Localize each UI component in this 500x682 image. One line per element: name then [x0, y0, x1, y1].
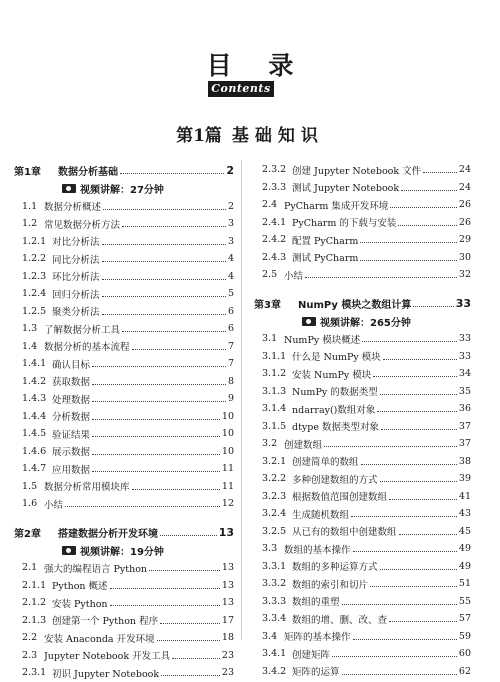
- dot-leader: [92, 400, 226, 402]
- entry-title: 搭建数据分析开发环境: [58, 528, 158, 540]
- page-title: 目 录: [206, 51, 308, 80]
- dot-leader: [324, 445, 457, 447]
- entry-title: Jupyter Notebook 开发工具: [44, 651, 171, 663]
- toc-subsection-entry[interactable]: [254, 365, 471, 383]
- entry-number: 3.1.2: [262, 368, 287, 380]
- dot-leader: [389, 620, 457, 622]
- entry-page-number: 59: [458, 630, 471, 642]
- entry-number: 3.2: [262, 438, 278, 450]
- dot-leader: [92, 470, 220, 472]
- entry-number: 3.1: [262, 333, 278, 345]
- toc-subsection-entry[interactable]: [14, 233, 234, 251]
- toc-subsection-entry[interactable]: [254, 249, 471, 267]
- entry-number: 1.4.1: [22, 358, 47, 370]
- entry-title: 数据分析的基本流程: [44, 342, 130, 354]
- dot-leader: [65, 505, 220, 507]
- entry-page-number: 37: [458, 420, 471, 432]
- entry-page-number: 12: [221, 498, 234, 510]
- entry-title: 生成随机数组: [292, 509, 350, 521]
- video-duration-line: [14, 542, 234, 560]
- entry-number: 1.4: [22, 340, 38, 352]
- dot-leader: [423, 171, 457, 173]
- video-duration-text: 视频讲解：27分钟: [80, 185, 164, 197]
- toc-subsection-entry[interactable]: [254, 348, 471, 366]
- entry-page-number: 49: [458, 543, 471, 555]
- entry-title: 安装 NumPy 模块: [292, 369, 372, 381]
- entry-title: 测试 Jupyter Notebook: [292, 183, 400, 195]
- entry-page-number: 2: [227, 200, 234, 212]
- entry-number: 2.3: [22, 649, 38, 661]
- entry-page-number: 10: [221, 445, 234, 457]
- entry-page-number: 33: [458, 333, 471, 345]
- entry-title: 测试 PyCharm: [292, 253, 359, 265]
- entry-page-number: 38: [458, 455, 471, 467]
- entry-title: 处理数据: [52, 394, 91, 406]
- dot-leader: [383, 358, 457, 360]
- entry-page-number: 7: [227, 340, 234, 352]
- entry-number: 3.3.3: [262, 595, 287, 607]
- entry-number: 2.1: [22, 562, 38, 574]
- dot-leader: [120, 172, 224, 174]
- entry-number: 1.4.2: [22, 375, 47, 387]
- toc-section-entry[interactable]: [254, 628, 471, 646]
- entry-number: 2.3.1: [22, 667, 47, 679]
- toc-section-entry[interactable]: [254, 435, 471, 453]
- entry-page-number: 41: [458, 490, 471, 502]
- entry-page-number: 23: [221, 649, 234, 661]
- entry-page-number: 13: [221, 597, 234, 609]
- toc-chapter-entry[interactable]: [14, 161, 234, 180]
- dot-leader: [360, 241, 457, 243]
- entry-page-number: 24: [458, 164, 471, 176]
- toc-subsection-entry[interactable]: [254, 523, 471, 541]
- entry-page-number: 4: [227, 270, 234, 282]
- toc-subsection-entry[interactable]: [14, 408, 234, 426]
- dot-leader: [342, 603, 457, 605]
- entry-page-number: 13: [218, 525, 234, 539]
- dot-leader: [92, 383, 226, 385]
- entry-number: 3.4.1: [262, 648, 287, 660]
- toc-subsection-entry[interactable]: [14, 390, 234, 408]
- entry-title: 创建第一个 Python 程序: [52, 616, 159, 628]
- part-title: 基础知识: [231, 126, 324, 146]
- dot-leader: [122, 330, 226, 332]
- video-camera-icon: [62, 184, 76, 193]
- toc-section-entry[interactable]: [254, 266, 471, 284]
- dot-leader: [160, 534, 217, 536]
- entry-page-number: 10: [221, 410, 234, 422]
- entry-page-number: 33: [458, 350, 471, 362]
- dot-leader: [149, 569, 220, 571]
- dot-leader: [380, 393, 457, 395]
- toc-subsection-entry[interactable]: [14, 373, 234, 391]
- dot-leader: [351, 515, 457, 517]
- entry-number: 1.4.5: [22, 428, 47, 440]
- dot-leader: [157, 639, 220, 641]
- entry-number: 3.2.2: [262, 473, 287, 485]
- entry-number: 3.4: [262, 630, 278, 642]
- entry-number: 1.3: [22, 323, 38, 335]
- entry-title: 根据数值范围创建数组: [292, 492, 388, 504]
- toc-subsection-entry[interactable]: [14, 664, 234, 682]
- entry-number: 第2章: [14, 528, 41, 540]
- toc-subsection-entry[interactable]: [254, 161, 471, 179]
- dot-leader: [110, 604, 220, 606]
- entry-title: 安装 Anaconda 开发环境: [44, 633, 155, 645]
- entry-page-number: 55: [458, 595, 471, 607]
- dot-leader: [399, 533, 457, 535]
- entry-number: 2.4: [262, 199, 278, 211]
- entry-title: dtype 数据类型对象: [292, 422, 379, 434]
- entry-title: 初识 Jupyter Notebook: [52, 668, 160, 680]
- entry-number: 3.1.3: [262, 385, 287, 397]
- entry-title: 回归分析法: [52, 289, 100, 301]
- toc-subsection-entry[interactable]: [14, 285, 234, 303]
- entry-title: 环比分析法: [52, 272, 100, 284]
- dot-leader: [353, 550, 457, 552]
- dot-leader: [102, 278, 226, 280]
- toc-section-entry[interactable]: [14, 215, 234, 233]
- entry-title: 创建矩阵: [292, 649, 331, 661]
- toc-subsection-entry[interactable]: [254, 231, 471, 249]
- entry-page-number: 4: [227, 253, 234, 265]
- entry-page-number: 6: [227, 323, 234, 335]
- section-gap: [254, 284, 471, 294]
- entry-title: NumPy 模块概述: [284, 334, 361, 346]
- entry-title: ndarray()数组对象: [292, 404, 376, 416]
- dot-leader: [102, 295, 226, 297]
- entry-title: 数组的多种运算方式: [292, 562, 378, 574]
- entry-title: 对比分析法: [52, 237, 100, 249]
- entry-title: 创建简单的数组: [292, 457, 359, 469]
- toc-section-entry[interactable]: [14, 198, 234, 216]
- entry-title: PyCharm 集成开发环境: [284, 200, 389, 212]
- dot-leader: [380, 480, 457, 482]
- entry-page-number: 26: [458, 199, 471, 211]
- entry-page-number: 51: [458, 578, 471, 590]
- dot-leader: [102, 243, 226, 245]
- dot-leader: [373, 375, 457, 377]
- toc-subsection-entry[interactable]: [254, 593, 471, 611]
- entry-number: 1.1: [22, 200, 38, 212]
- video-duration-line: [14, 180, 234, 198]
- entry-number: 1.2.3: [22, 270, 47, 282]
- entry-page-number: 36: [458, 403, 471, 415]
- entry-page-number: 45: [458, 525, 471, 537]
- toc-subsection-entry[interactable]: [14, 460, 234, 478]
- entry-number: 1.6: [22, 498, 38, 510]
- dot-leader: [103, 208, 226, 210]
- entry-title: 创建 Jupyter Notebook 文件: [292, 165, 422, 177]
- entry-page-number: 11: [221, 480, 234, 492]
- entry-number: 3.2.5: [262, 525, 287, 537]
- dot-leader: [92, 453, 220, 455]
- dot-leader: [332, 655, 457, 657]
- entry-title: 了解数据分析工具: [44, 324, 121, 336]
- entry-page-number: 11: [221, 463, 234, 475]
- entry-title: 数据分析基础: [58, 167, 118, 178]
- entry-page-number: 7: [227, 358, 234, 370]
- toc-subsection-entry[interactable]: [254, 383, 471, 401]
- entry-page-number: 29: [458, 234, 471, 246]
- entry-title: 矩阵的运算: [292, 667, 340, 679]
- entry-title: 配置 PyCharm: [292, 235, 359, 247]
- entry-number: 第3章: [254, 299, 281, 311]
- entry-number: 3.3.2: [262, 578, 287, 590]
- dot-leader: [401, 189, 457, 191]
- entry-page-number: 13: [221, 579, 234, 591]
- toc-section-entry[interactable]: [14, 478, 234, 496]
- entry-title: 数组的增、删、改、查: [292, 614, 388, 626]
- entry-title: 数组的索引和切片: [292, 579, 369, 591]
- entry-number: 2.5: [262, 269, 278, 281]
- toc-subsection-entry[interactable]: [14, 443, 234, 461]
- toc-subsection-entry[interactable]: [14, 612, 234, 630]
- dot-leader: [92, 365, 226, 367]
- entry-number: 2.3.3: [262, 181, 287, 193]
- toc-chapter-entry[interactable]: [254, 294, 471, 313]
- part-heading: [0, 121, 500, 146]
- entry-title: 同比分析法: [52, 254, 100, 266]
- entry-number: 3.3: [262, 543, 278, 555]
- video-duration-line: [254, 313, 471, 331]
- entry-title: 分析数据: [52, 412, 91, 424]
- entry-title: 安装 Python: [52, 598, 108, 610]
- entry-number: 3.1.4: [262, 403, 287, 415]
- entry-page-number: 60: [458, 648, 471, 660]
- dot-leader: [172, 657, 220, 659]
- dot-leader: [92, 418, 220, 420]
- toc-section-entry[interactable]: [14, 647, 234, 665]
- toc-subsection-entry[interactable]: [14, 303, 234, 321]
- toc-subsection-entry[interactable]: [254, 214, 471, 232]
- entry-title: 数组的基本操作: [284, 544, 351, 556]
- entry-number: 3.3.1: [262, 560, 287, 572]
- dot-leader: [132, 488, 220, 490]
- toc-subsection-entry[interactable]: [254, 488, 471, 506]
- entry-page-number: 30: [458, 251, 471, 263]
- entry-title: 展示数据: [52, 447, 91, 459]
- toc-left-column: [14, 161, 234, 682]
- entry-number: 1.4.7: [22, 463, 47, 475]
- entry-number: 3.3.4: [262, 613, 287, 625]
- toc-subsection-entry[interactable]: [14, 268, 234, 286]
- video-camera-icon: [302, 317, 316, 326]
- toc-subsection-entry[interactable]: [14, 425, 234, 443]
- dot-leader: [362, 340, 457, 342]
- entry-number: 1.2.4: [22, 288, 47, 300]
- entry-number: 2.1.3: [22, 614, 47, 626]
- contents-badge: Contents: [208, 81, 274, 97]
- entry-page-number: 2: [226, 164, 234, 177]
- toc-subsection-entry[interactable]: [254, 470, 471, 488]
- toc-chapter-entry[interactable]: [14, 523, 234, 542]
- toc-subsection-entry[interactable]: [254, 418, 471, 436]
- entry-number: 第1章: [14, 167, 41, 178]
- entry-title: NumPy 的数据类型: [292, 387, 378, 399]
- toc-subsection-entry[interactable]: [14, 250, 234, 268]
- toc-section-entry[interactable]: [254, 540, 471, 558]
- entry-title: 确认目标: [52, 359, 91, 371]
- dot-leader: [102, 313, 226, 315]
- entry-title: 什么是 NumPy 模块: [292, 352, 381, 364]
- entry-page-number: 8: [227, 375, 234, 387]
- entry-number: 3.2.4: [262, 508, 287, 520]
- dot-leader: [413, 305, 453, 307]
- entry-title: 多种创建数组的方式: [292, 474, 378, 486]
- entry-number: 1.2.5: [22, 305, 47, 317]
- entry-title: PyCharm 的下载与安装: [292, 218, 397, 230]
- entry-page-number: 49: [458, 560, 471, 572]
- entry-title: Python 概述: [52, 581, 108, 593]
- entry-number: 3.1.1: [262, 350, 287, 362]
- toc-subsection-entry[interactable]: [14, 577, 234, 595]
- toc-subsection-entry[interactable]: [14, 594, 234, 612]
- dot-leader: [92, 435, 220, 437]
- entry-page-number: 6: [227, 305, 234, 317]
- toc-subsection-entry[interactable]: [254, 400, 471, 418]
- entry-page-number: 37: [458, 438, 471, 450]
- toc-section-entry[interactable]: [14, 629, 234, 647]
- entry-title: 矩阵的基本操作: [284, 632, 351, 644]
- video-camera-icon: [62, 546, 76, 555]
- toc-section-entry[interactable]: [14, 559, 234, 577]
- entry-number: 3.1.5: [262, 420, 287, 432]
- dot-leader: [132, 348, 226, 350]
- toc-section-entry[interactable]: [254, 196, 471, 214]
- entry-page-number: 57: [458, 613, 471, 625]
- entry-number: 3.4.2: [262, 665, 287, 677]
- dot-leader: [161, 674, 220, 676]
- entry-title: 数据分析概述: [44, 202, 102, 214]
- toc-section-entry[interactable]: [14, 338, 234, 356]
- part-label: 第1篇: [176, 126, 222, 146]
- entry-page-number: 23: [221, 667, 234, 679]
- entry-number: 1.5: [22, 480, 38, 492]
- entry-page-number: 3: [227, 235, 234, 247]
- dot-leader: [390, 206, 457, 208]
- dot-leader: [102, 260, 226, 262]
- dot-leader: [122, 225, 226, 227]
- dot-leader: [377, 410, 457, 412]
- entry-title: 应用数据: [52, 464, 91, 476]
- entry-page-number: 10: [221, 428, 234, 440]
- entry-page-number: 32: [458, 269, 471, 281]
- toc-subsection-entry[interactable]: [254, 453, 471, 471]
- entry-number: 1.2: [22, 218, 38, 230]
- entry-title: 验证结果: [52, 429, 91, 441]
- entry-number: 1.4.4: [22, 410, 47, 422]
- entry-title: 小结: [284, 270, 304, 282]
- video-duration-text: 视频讲解：265分钟: [320, 317, 411, 329]
- entry-title: 聚类分析法: [52, 307, 100, 319]
- dot-leader: [305, 276, 457, 278]
- toc-right-column: [254, 161, 471, 680]
- entry-title: NumPy 模块之数组计算: [298, 299, 412, 311]
- entry-number: 1.2.2: [22, 253, 47, 265]
- entry-title: 数组的重塑: [292, 597, 340, 609]
- entry-page-number: 3: [227, 218, 234, 230]
- toc-subsection-entry[interactable]: [254, 558, 471, 576]
- toc-subsection-entry[interactable]: [254, 610, 471, 628]
- toc-subsection-entry[interactable]: [254, 505, 471, 523]
- dot-leader: [160, 622, 220, 624]
- dot-leader: [381, 428, 457, 430]
- toc-subsection-entry[interactable]: [254, 663, 471, 681]
- toc-section-entry[interactable]: [14, 495, 234, 513]
- dot-leader: [360, 259, 457, 261]
- entry-title: 数据分析常用模块库: [44, 482, 130, 494]
- entry-number: 3.2.1: [262, 455, 287, 467]
- dot-leader: [110, 587, 220, 589]
- entry-number: 3.2.3: [262, 490, 287, 502]
- entry-number: 1.4.3: [22, 393, 47, 405]
- entry-page-number: 24: [458, 181, 471, 193]
- entry-number: 2.1.2: [22, 597, 47, 609]
- entry-page-number: 39: [458, 473, 471, 485]
- entry-title: 获取数据: [52, 377, 91, 389]
- entry-page-number: 18: [221, 632, 234, 644]
- entry-page-number: 5: [227, 288, 234, 300]
- entry-page-number: 34: [458, 368, 471, 380]
- entry-title: 从已有的数组中创建数组: [292, 527, 397, 539]
- entry-page-number: 43: [458, 508, 471, 520]
- entry-page-number: 35: [458, 385, 471, 397]
- dot-leader: [370, 585, 457, 587]
- section-gap: [14, 513, 234, 523]
- entry-number: 2.4.3: [262, 251, 287, 263]
- entry-title: 强大的编程语言 Python: [44, 563, 148, 575]
- toc-subsection-entry[interactable]: [254, 645, 471, 663]
- dot-leader: [361, 463, 457, 465]
- toc-subsection-entry[interactable]: [14, 355, 234, 373]
- entry-title: 小结: [44, 499, 64, 511]
- entry-number: 1.4.6: [22, 445, 47, 457]
- toc-section-entry[interactable]: [14, 320, 234, 338]
- entry-page-number: 17: [221, 614, 234, 626]
- entry-page-number: 62: [458, 665, 471, 677]
- dot-leader: [398, 224, 457, 226]
- entry-number: 2.4.1: [262, 216, 287, 228]
- entry-page-number: 26: [458, 216, 471, 228]
- toc-section-entry[interactable]: [254, 330, 471, 348]
- entry-page-number: 33: [455, 296, 471, 310]
- dot-leader: [380, 568, 457, 570]
- entry-number: 2.3.2: [262, 164, 287, 176]
- entry-title: 常见数据分析方法: [44, 219, 121, 231]
- toc-subsection-entry[interactable]: [254, 179, 471, 197]
- entry-page-number: 9: [227, 393, 234, 405]
- entry-number: 1.2.1: [22, 235, 47, 247]
- entry-title: 创建数组: [284, 439, 323, 451]
- entry-page-number: 13: [221, 562, 234, 574]
- entry-number: 2.1.1: [22, 579, 47, 591]
- dot-leader: [389, 498, 457, 500]
- entry-number: 2.2: [22, 632, 38, 644]
- dot-leader: [353, 638, 457, 640]
- entry-number: 2.4.2: [262, 234, 287, 246]
- video-duration-text: 视频讲解：19分钟: [80, 546, 164, 558]
- column-divider: [241, 160, 242, 640]
- toc-subsection-entry[interactable]: [254, 575, 471, 593]
- dot-leader: [342, 673, 457, 675]
